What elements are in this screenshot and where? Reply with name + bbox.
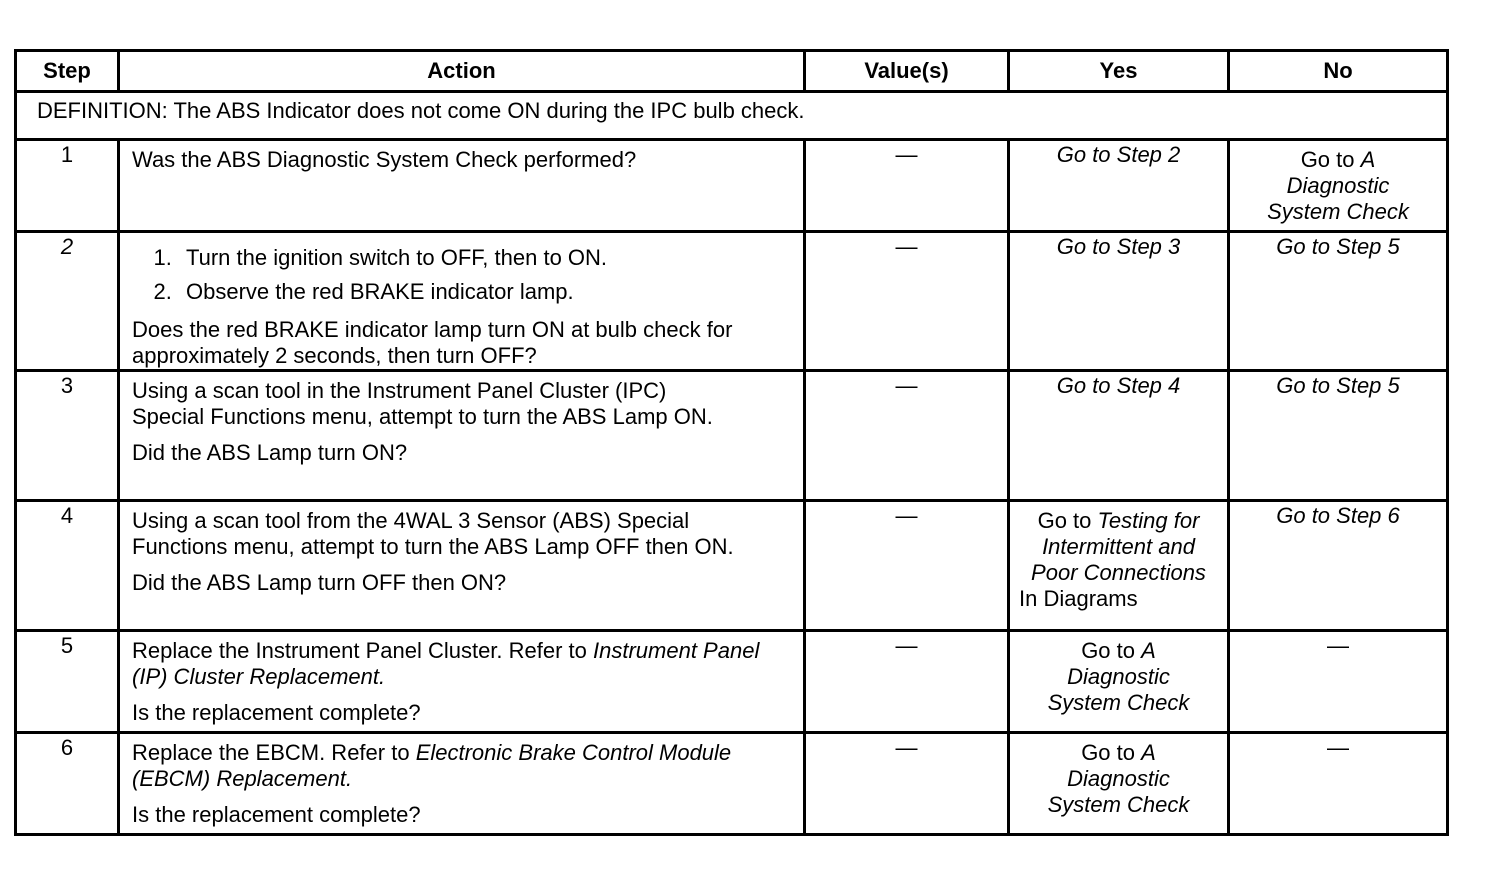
header-values: Value(s) [805, 51, 1009, 92]
action-question: Does the red BRAKE indicator lamp turn ON at bulb check for approximately 2 seconds, then turn OFF? [132, 317, 733, 368]
value-cell: — [805, 631, 1009, 733]
action-instruction [132, 740, 793, 792]
yes-prefix: Go to [1037, 508, 1098, 533]
action-cell [119, 140, 805, 232]
header-no: No [1229, 51, 1448, 92]
step-number: 3 [16, 371, 119, 501]
no-link-3: System Check [1267, 199, 1409, 224]
yes-prefix: Go to [1081, 638, 1142, 663]
action-question: Did the ABS Lamp turn OFF then ON? [132, 570, 507, 595]
step-number: 5 [16, 631, 119, 733]
action-instruction: Using a scan tool in the Instrument Panel Cluster (IPC) Special Functions menu, attempt to turn the ABS Lamp ON. [132, 378, 713, 429]
action-question: Is the replacement complete? [132, 802, 421, 827]
yes-link-2: Diagnostic [1067, 664, 1170, 689]
yes-cell [1009, 631, 1229, 733]
action-cell [119, 371, 805, 501]
step-number: 6 [16, 733, 119, 835]
step-number: 2 [16, 232, 119, 371]
table-row [16, 631, 1448, 733]
instruction-reference: Electronic Brake Control Module (EBCM) Replacement. [132, 740, 732, 791]
yes-link-1: A [1141, 740, 1156, 765]
action-cell [119, 733, 805, 835]
yes-cell: Go to Step 3 [1009, 232, 1229, 371]
yes-cell: Go to Step 2 [1009, 140, 1229, 232]
yes-link-1: A [1141, 638, 1156, 663]
yes-cell [1009, 733, 1229, 835]
header-action: Action [119, 51, 805, 92]
diagnostic-document [14, 49, 1446, 836]
value-cell: — [805, 501, 1009, 631]
yes-link-1: Testing for [1097, 508, 1200, 533]
action-question: Was the ABS Diagnostic System Check performed? [132, 147, 637, 172]
table-row [16, 501, 1448, 631]
no-prefix: Go to [1300, 147, 1361, 172]
no-link-2: Diagnostic [1286, 173, 1390, 198]
sub-step: 1. Turn the ignition switch to OFF, then to ON. [178, 241, 793, 275]
yes-link-3: Poor Connections [1031, 560, 1206, 585]
yes-link-2: Diagnostic [1067, 766, 1170, 791]
step-number: 1 [16, 140, 119, 232]
header-yes: Yes [1009, 51, 1229, 92]
yes-cell [1009, 501, 1229, 631]
table-row [16, 733, 1448, 835]
step-number: 4 [16, 501, 119, 631]
instruction-reference: Instrument Panel (IP) Cluster Replacement. [132, 638, 760, 689]
yes-link-2: Intermittent and [1042, 534, 1195, 559]
action-question: Is the replacement complete? [132, 700, 421, 725]
yes-link-3: System Check [1047, 690, 1190, 715]
action-cell [119, 501, 805, 631]
yes-cell: Go to Step 4 [1009, 371, 1229, 501]
no-cell: Go to Step 5 [1229, 371, 1448, 501]
header-step: Step [16, 51, 119, 92]
action-cell [119, 232, 805, 371]
diagnostic-table [14, 49, 1449, 836]
action-question: Did the ABS Lamp turn ON? [132, 440, 408, 465]
instruction-text: Replace the EBCM. Refer to [132, 740, 416, 765]
sub-step-list [132, 241, 793, 309]
value-cell: — [805, 140, 1009, 232]
definition-row [16, 92, 1448, 140]
value-cell: — [805, 371, 1009, 501]
action-instruction: Using a scan tool from the 4WAL 3 Sensor (ABS) Special Functions menu, attempt to turn the ABS Lamp OFF then ON. [132, 508, 734, 559]
no-link-1: A [1360, 147, 1376, 172]
yes-link-3: System Check [1047, 792, 1190, 817]
header-row [16, 51, 1448, 92]
no-cell: Go to Step 5 [1229, 232, 1448, 371]
table-row [16, 140, 1448, 232]
definition-text: DEFINITION: The ABS Indicator does not come ON during the IPC bulb check. [16, 92, 1448, 140]
no-cell [1229, 140, 1448, 232]
table-row [16, 371, 1448, 501]
action-instruction [132, 638, 793, 690]
instruction-text: Replace the Instrument Panel Cluster. Refer to [132, 638, 594, 663]
no-cell: — [1229, 631, 1448, 733]
sub-step: 2. Observe the red BRAKE indicator lamp. [178, 275, 793, 309]
no-cell: — [1229, 733, 1448, 835]
action-cell [119, 631, 805, 733]
yes-suffix: In Diagrams [1019, 586, 1138, 611]
table-row [16, 232, 1448, 371]
value-cell: — [805, 733, 1009, 835]
no-cell: Go to Step 6 [1229, 501, 1448, 631]
value-cell: — [805, 232, 1009, 371]
yes-prefix: Go to [1081, 740, 1142, 765]
